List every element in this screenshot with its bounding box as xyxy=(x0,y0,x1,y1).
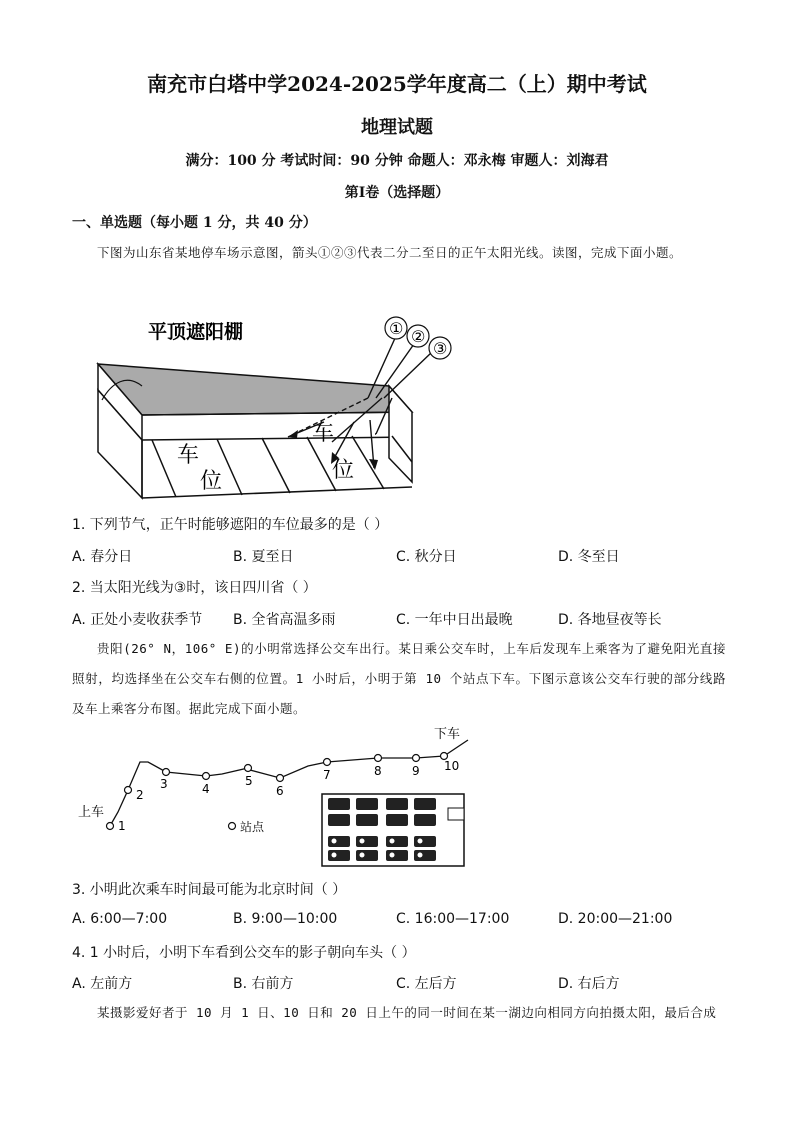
stop-legend-label: 站点 xyxy=(240,820,265,834)
stop-5: 5 xyxy=(245,774,253,788)
stop-10: 10 xyxy=(444,759,460,773)
stop-4: 4 xyxy=(202,782,210,796)
q2-option-c[interactable]: C. 一年中日出最晚 xyxy=(396,612,513,628)
stop-7: 7 xyxy=(323,768,331,782)
shade-label: 平顶遮阳棚 xyxy=(148,321,244,343)
q4-option-b[interactable]: B. 右前方 xyxy=(233,976,294,992)
slot-text-2a: 车 xyxy=(312,421,335,446)
right-wall xyxy=(389,386,412,482)
stop-3: 3 xyxy=(160,777,168,791)
exam-info: 满分：100 分 考试时间：90 分钟 命题人：邓永梅 审题人：刘海君 xyxy=(185,153,609,169)
q3-option-a[interactable]: A. 6:00—7:00 xyxy=(72,911,168,927)
slot-text-1a: 车 xyxy=(177,443,200,468)
ray-arrowhead-1 xyxy=(288,430,298,438)
shade-roof xyxy=(98,364,412,415)
q3-option-d[interactable]: D. 20:00—21:00 xyxy=(558,911,673,927)
ray-label-3: ③ xyxy=(433,339,448,358)
passage-1: 下图为山东省某地停车场示意图，箭头①②③代表二分二至日的正午太阳光线。读图，完成下面小题。 xyxy=(97,245,683,260)
q1-option-b[interactable]: B. 夏至日 xyxy=(233,549,294,565)
q2-option-d[interactable]: D. 各地昼夜等长 xyxy=(558,612,662,628)
volume-title: 第Ⅰ卷（选择题） xyxy=(344,185,450,201)
parking-shade-figure xyxy=(92,312,452,502)
q2-option-a[interactable]: A. 正处小麦收获季节 xyxy=(72,612,203,628)
stop-8: 8 xyxy=(374,764,382,778)
board-label: 上车 xyxy=(78,805,105,820)
alight-label: 下车 xyxy=(434,727,461,742)
stop-6: 6 xyxy=(276,784,284,798)
q1-option-c[interactable]: C. 秋分日 xyxy=(396,549,457,565)
q4-stem: 4. 1 小时后，小明下车看到公交车的影子朝向车头（ ） xyxy=(72,945,416,961)
q1-option-d[interactable]: D. 冬至日 xyxy=(558,549,620,565)
stop-1: 1 xyxy=(118,819,126,833)
q3-stem: 3. 小明此次乘车时间最可能为北京时间（ ） xyxy=(72,882,347,898)
q4-option-c[interactable]: C. 左后方 xyxy=(396,976,457,992)
exam-title: 南充市白塔中学2024-2025学年度高二（上）期中考试 xyxy=(147,72,647,96)
ray-arrowhead-3 xyxy=(369,459,378,470)
passage-2: 贵阳(26° N，106° E)的小明常选择公交车出行。某日乘公交车时，上车后发现车上乘客为了避免阳光直接照射，均选择坐在公交车右侧的位置。1 小时后，小明于第 10 个站点下车。下图示意该公交车行驶的部分线路及车上乘客分布图。据此完成下面小题。 xyxy=(72,641,726,716)
q3-option-c[interactable]: C. 16:00—17:00 xyxy=(396,911,510,927)
ray-label-1: ① xyxy=(389,319,404,338)
bus-route-figure xyxy=(72,722,482,870)
slot-text-1b: 位 xyxy=(200,469,223,494)
q1-stem: 1. 下列节气，正午时能够遮阳的车位最多的是（ ） xyxy=(72,517,389,533)
subject-title: 地理试题 xyxy=(361,117,433,138)
q1-option-a[interactable]: A. 春分日 xyxy=(72,549,133,565)
q3-option-b[interactable]: B. 9:00—10:00 xyxy=(233,911,338,927)
q2-option-b[interactable]: B. 全省高温多雨 xyxy=(233,612,336,628)
ray-label-2: ② xyxy=(411,327,426,346)
q2-stem: 2. 当太阳光线为③时，该日四川省（ ） xyxy=(72,580,317,596)
stop-legend-marker xyxy=(229,823,236,830)
q4-option-d[interactable]: D. 右后方 xyxy=(558,976,620,992)
q4-option-a[interactable]: A. 左前方 xyxy=(72,976,133,992)
passage-3: 某摄影爱好者于 10 月 1 日、10 日和 20 日上午的同一时间在某一湖边向相同方向拍摄太阳，最后合成 xyxy=(97,1005,717,1020)
stop-2: 2 xyxy=(136,788,144,802)
stop-9: 9 xyxy=(412,764,420,778)
section-title: 一、单选题（每小题 1 分，共 40 分） xyxy=(72,215,317,231)
slot-text-2b: 位 xyxy=(332,458,355,483)
